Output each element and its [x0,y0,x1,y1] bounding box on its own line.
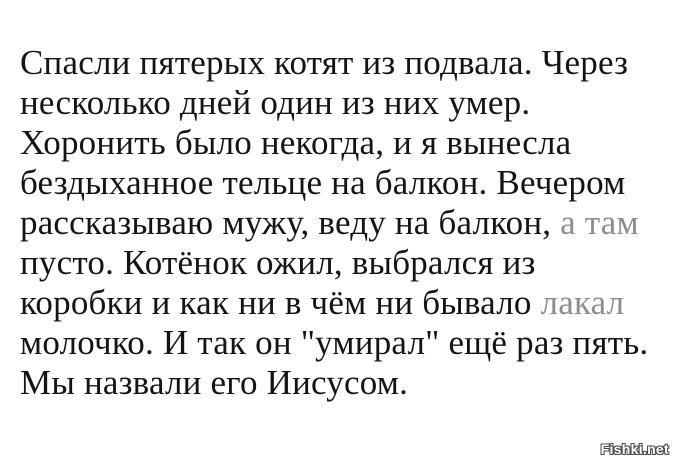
text-segment: молочко. И так он "умирал" ещё раз пять. [20,323,649,362]
text-segment-faded: а там [560,203,639,242]
text-line [20,83,676,123]
text-segment: несколько дней один из них умер. [20,83,531,122]
story-text [20,43,676,403]
text-line [20,123,676,163]
text-segment: Мы назвали его Иисусом. [20,363,409,402]
watermark-fishki: Fishki.net [600,441,669,457]
text-line [20,243,676,283]
text-line [20,43,676,83]
text-segment: пусто. Котёнок ожил, выбрался из [20,243,536,282]
text-segment: Спасли пятерых котят из подвала. Через [20,43,629,82]
text-segment: Хоронить было некогда, и я вынесла [20,123,572,162]
text-segment: бездыханное тельце на балкон. Вечером [20,163,626,202]
text-line [20,203,676,243]
text-segment-faded: лакал [540,283,625,322]
text-segment: рассказываю мужу, веду на балкон, [20,203,561,242]
text-line [20,163,676,203]
text-line [20,363,676,403]
text-line [20,323,676,363]
text-line [20,283,676,323]
text-segment: коробки и как ни в чём ни бывало [20,283,541,322]
